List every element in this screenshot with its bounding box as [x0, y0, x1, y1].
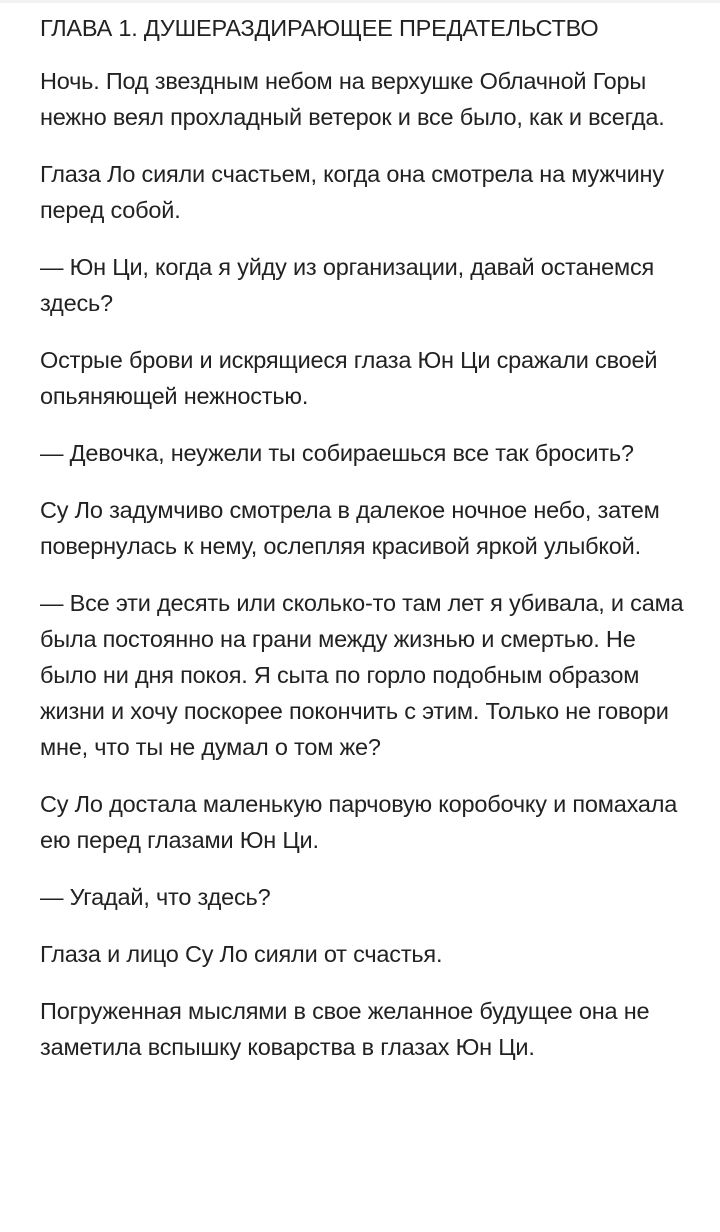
paragraph: — Все эти десять или сколько-то там лет я убивала, и сама была постоянно на грани между жизнью и смертью. Не было ни дня покоя. Я сыта по горло подобным образом жизни и хочу поскорее покончить с этим. Только не говори мне, что ты не думал о том же?: [40, 590, 684, 760]
chapter-reader[interactable]: [40, 10, 690, 1086]
top-divider: [0, 0, 720, 3]
paragraph: Ночь. Под звездным небом на верхушке Облачной Горы нежно веял прохладный ветерок и все было, как и всегда.: [40, 68, 665, 130]
paragraph: Глаза и лицо Су Ло сияли от счастья.: [40, 941, 443, 967]
paragraph: Су Ло задумчиво смотрела в далекое ночное небо, затем повернулась к нему, ослепляя красивой яркой улыбкой.: [40, 497, 660, 559]
paragraph: — Девочка, неужели ты собираешься все так бросить?: [40, 440, 634, 466]
paragraph: Острые брови и искрящиеся глаза Юн Ци сражали своей опьяняющей нежностью.: [40, 347, 658, 409]
chapter-title: ГЛАВА 1. ДУШЕРАЗДИРАЮЩЕЕ ПРЕДАТЕЛЬСТВО: [40, 15, 599, 41]
paragraph: Погруженная мыслями в свое желанное будущее она не заметила вспышку коварства в глазах Юн Ци.: [40, 998, 650, 1060]
paragraph: Глаза Ло сияли счастьем, когда она смотрела на мужчину перед собой.: [40, 161, 664, 223]
paragraph: Су Ло достала маленькую парчовую коробочку и помахала ею перед глазами Юн Ци.: [40, 791, 678, 853]
paragraph: — Юн Ци, когда я уйду из организации, давай останемся здесь?: [40, 254, 655, 316]
paragraph: — Угадай, что здесь?: [40, 884, 271, 910]
